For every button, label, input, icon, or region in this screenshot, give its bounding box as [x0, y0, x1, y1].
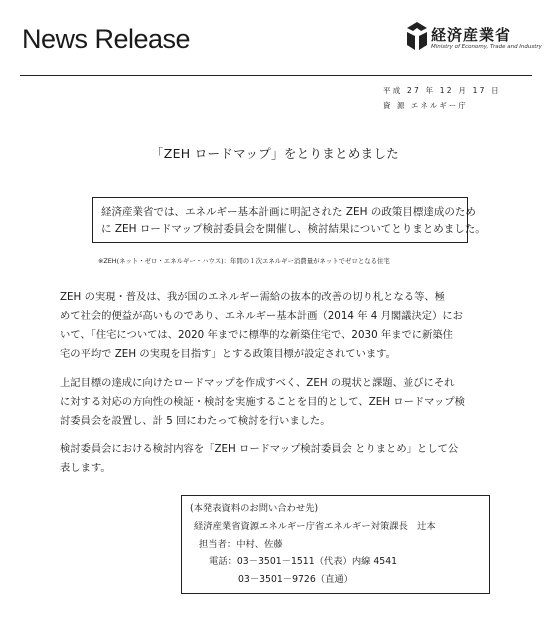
paragraph-line: いて、「住宅については、2020 年までに標準的な新築住宅で、2030 年までに新築住: [60, 329, 453, 341]
ministry-emblem-icon: [405, 22, 429, 50]
summary-line: に ZEH ロードマップ検討委員会を開催し、検討結果についてとりまとめました。: [101, 223, 486, 235]
body-paragraph-2: [60, 374, 465, 431]
ministry-logo: [405, 22, 540, 62]
zeh-definition-footnote: ※ZEH(ネット・ゼロ・エネルギー・ハウス)：年間の１次エネルギー消費量がネットでゼロとなる住宅: [98, 257, 390, 265]
contact-phone-direct: 03－3501－9726（直通）: [238, 574, 353, 585]
body-paragraph-3: [60, 440, 458, 478]
paragraph-line: 討委員会を設置し、計 5 回にわたって検討を行いました。: [60, 415, 331, 427]
paragraph-line: めて社会的便益が高いものであり、エネルギー基本計画（2014 年 4 月閣議決定）にお: [60, 310, 463, 322]
paragraph-line: ZEH の実現・普及は、我が国のエネルギー需給の抜本的改善の切り札となる等、極: [60, 291, 445, 303]
paragraph-line: 表します。: [60, 462, 111, 474]
ministry-name: 経済産業省: [431, 26, 512, 44]
contact-staff: 担当者：中村、佐藤: [199, 539, 283, 550]
contact-phone-main: 電話：03－3501－1511（代表）内線 4541: [209, 556, 398, 567]
summary-line: 経済産業省では、エネルギー基本計画に明記された ZEH の政策目標達成のため: [101, 206, 476, 218]
contact-info-box: [181, 495, 490, 594]
ministry-english-name: Ministry of Economy, Trade and Industry: [431, 44, 542, 50]
issuing-agency: 資 源 エネルギー庁: [383, 101, 468, 110]
page-title: 「ZEH ロードマップ」をとりまとめました: [150, 146, 400, 161]
paragraph-line: 検討委員会における検討内容を「ZEH ロードマップ検討委員会 とりまとめ」として公: [60, 443, 459, 455]
paragraph-line: に対する対応の方向性の検証・検討を実施することを目的として、ZEH ロードマップ検: [60, 396, 465, 408]
release-date: 平成 27 年 12 月 17 日: [383, 86, 501, 95]
body-paragraph-1: [60, 288, 463, 364]
header-divider: [20, 75, 532, 76]
paragraph-line: 宅の平均で ZEH の実現を目指す」とする政策目標が設定されています。: [60, 348, 396, 360]
contact-department: 経済産業省資源エネルギー庁省エネルギー対策課長 辻本: [194, 521, 436, 532]
summary-box: [92, 197, 486, 243]
paragraph-line: 上記目標の達成に向けたロードマップを作成すべく、ZEH の現状と課題、並びにそれ: [60, 377, 455, 389]
news-release-heading: News Release: [22, 24, 191, 54]
contact-heading: (本発表資料のお問い合わせ先): [190, 503, 319, 514]
